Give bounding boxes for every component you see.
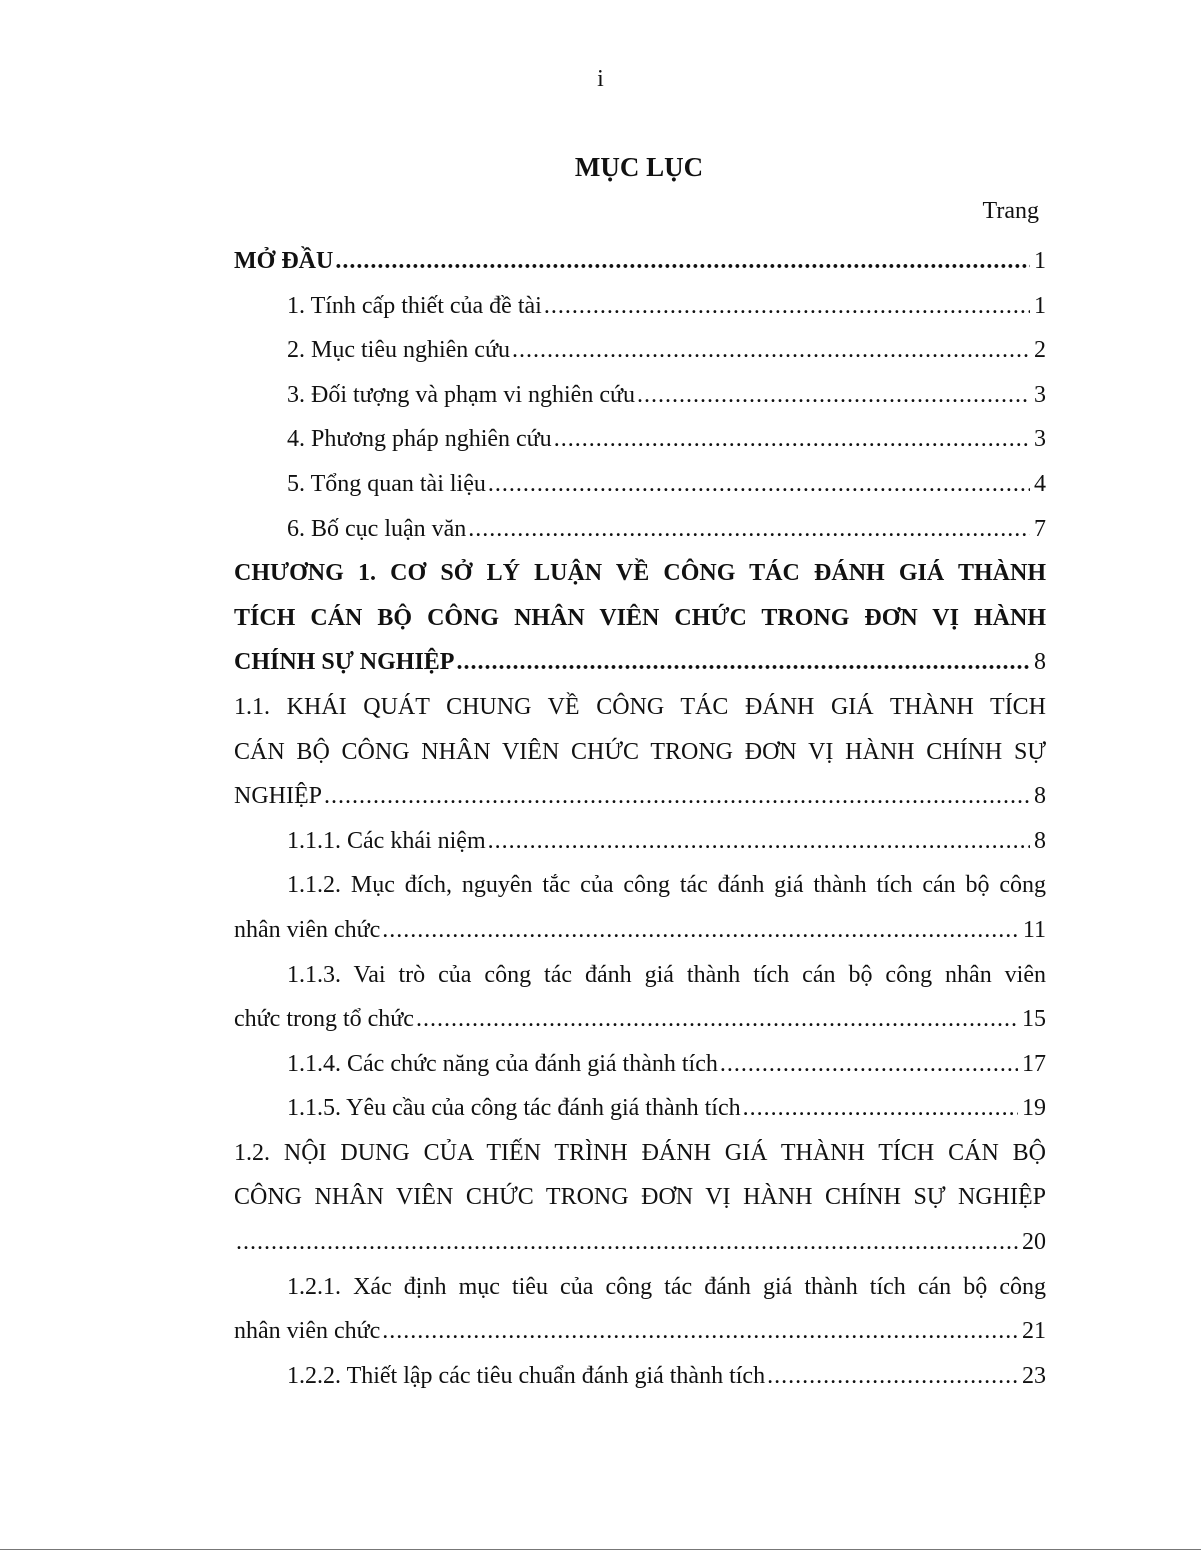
toc-entry-text: 6. Bố cục luận văn [287, 515, 467, 542]
toc-entry[interactable] [234, 1131, 1046, 1265]
toc-page-number: 21 [1022, 1318, 1046, 1345]
toc-entry[interactable] [234, 953, 1046, 1042]
dot-leader [468, 507, 1030, 552]
toc-page-number: 3 [1034, 381, 1046, 408]
toc-entry-text: MỞ ĐẦU [234, 248, 334, 274]
toc-entry-text: chức trong tổ chức [234, 1006, 414, 1033]
dot-leader [488, 462, 1030, 507]
toc-page-number: 23 [1022, 1362, 1046, 1389]
toc-entry-text: CÁN BỘ CÔNG NHÂN VIÊN CHỨC TRONG ĐƠN VỊ HÀNH CHÍNH SỰ [234, 738, 1046, 765]
toc-page-number: 2 [1034, 337, 1046, 364]
toc-entry-text: 1.1.3. Vai trò của công tác đánh giá thành tích cán bộ công nhân viên [287, 961, 1046, 988]
toc-entry[interactable] [234, 462, 1046, 507]
toc-page-number: 8 [1034, 649, 1046, 676]
toc-entry-text: 1.1.5. Yêu cầu của công tác đánh giá thành tích [287, 1095, 741, 1122]
dot-leader [512, 328, 1030, 373]
toc-entry-text: CHÍNH SỰ NGHIỆP [234, 649, 455, 676]
toc-entry-text: 1.2.1. Xác định mục tiêu của công tác đánh giá thành tích cán bộ công [287, 1273, 1046, 1300]
dot-leader [324, 774, 1030, 819]
toc-entry[interactable] [234, 863, 1046, 952]
toc-entry[interactable] [234, 1265, 1046, 1354]
toc-entry[interactable] [234, 1354, 1046, 1399]
toc-entry-text: 1.1.4. Các chức năng của đánh giá thành tích [287, 1050, 718, 1077]
toc-entry[interactable] [234, 328, 1046, 373]
page-bottom-edge [0, 1549, 1201, 1550]
dot-leader [767, 1354, 1018, 1399]
toc-page-number: 7 [1034, 515, 1046, 542]
toc-entry[interactable] [234, 417, 1046, 462]
toc-page-number: 1 [1034, 292, 1046, 319]
toc-page-number: 8 [1034, 827, 1046, 854]
toc-entry-text: 3. Đối tượng và phạm vi nghiên cứu [287, 381, 635, 408]
dot-leader [637, 373, 1030, 418]
toc-page-number: 15 [1022, 1006, 1046, 1033]
dot-leader [488, 819, 1030, 864]
toc-entry-text: 2. Mục tiêu nghiên cứu [287, 337, 510, 364]
toc-entry-text: 1.2.2. Thiết lập các tiêu chuẩn đánh giá thành tích [287, 1362, 766, 1389]
page-number: i [597, 66, 604, 92]
toc-entry[interactable] [234, 1042, 1046, 1087]
toc-entry[interactable] [234, 239, 1046, 284]
table-of-contents [234, 239, 1046, 1398]
toc-entry-text: 5. Tổng quan tài liệu [287, 470, 486, 497]
toc-entry-text: 1.1.2. Mục đích, nguyên tắc của công tác đánh giá thành tích cán bộ công [287, 872, 1046, 899]
toc-entry-text: 1.1.1. Các khái niệm [287, 827, 486, 854]
toc-entry[interactable] [234, 685, 1046, 819]
toc-entry-text: CÔNG NHÂN VIÊN CHỨC TRONG ĐƠN VỊ HÀNH CHÍNH SỰ NGHIỆP [234, 1184, 1046, 1211]
dot-leader [544, 284, 1030, 329]
toc-entry-text: NGHIỆP [234, 783, 322, 810]
dot-leader [743, 1086, 1018, 1131]
toc-entry-text: nhân viên chức [234, 916, 381, 943]
dot-leader [382, 1309, 1018, 1354]
toc-page-number: 3 [1034, 426, 1046, 453]
toc-entry-text: 1.2. NỘI DUNG CỦA TIẾN TRÌNH ĐÁNH GIÁ THÀNH TÍCH CÁN BỘ [234, 1139, 1046, 1166]
toc-entry-text: 1. Tính cấp thiết của đề tài [287, 292, 542, 319]
toc-entry-text: CHƯƠNG 1. CƠ SỞ LÝ LUẬN VỀ CÔNG TÁC ĐÁNH GIÁ THÀNH [234, 560, 1046, 587]
dot-leader [554, 417, 1030, 462]
dot-leader [236, 1220, 1018, 1265]
dot-leader [456, 640, 1030, 685]
toc-page-number: 17 [1022, 1050, 1046, 1077]
toc-entry[interactable] [234, 373, 1046, 418]
toc-entry[interactable] [234, 819, 1046, 864]
toc-page-number: 19 [1022, 1095, 1046, 1122]
dot-leader [720, 1042, 1018, 1087]
toc-entry-text: nhân viên chức [234, 1318, 381, 1345]
dot-leader [335, 239, 1030, 284]
toc-entry-text: TÍCH CÁN BỘ CÔNG NHÂN VIÊN CHỨC TRONG ĐƠN VỊ HÀNH [234, 604, 1046, 631]
page-title: MỤC LỤC [574, 152, 704, 182]
dot-leader [382, 908, 1019, 953]
toc-entry-text: 1.1. KHÁI QUÁT CHUNG VỀ CÔNG TÁC ĐÁNH GIÁ THÀNH TÍCH [234, 693, 1046, 720]
toc-entry[interactable] [234, 1086, 1046, 1131]
toc-entry-text: 4. Phương pháp nghiên cứu [287, 426, 552, 453]
toc-page-number: 4 [1034, 470, 1046, 497]
toc-entry[interactable] [234, 284, 1046, 329]
toc-page-number: 8 [1034, 783, 1046, 810]
toc-page-number: 11 [1022, 916, 1046, 943]
dot-leader [416, 997, 1018, 1042]
toc-page-number: 20 [1022, 1229, 1046, 1256]
toc-entry[interactable] [234, 551, 1046, 685]
toc-entry[interactable] [234, 507, 1046, 552]
toc-page-number: 1 [1034, 248, 1046, 274]
page-column-label: Trang [982, 198, 1039, 224]
